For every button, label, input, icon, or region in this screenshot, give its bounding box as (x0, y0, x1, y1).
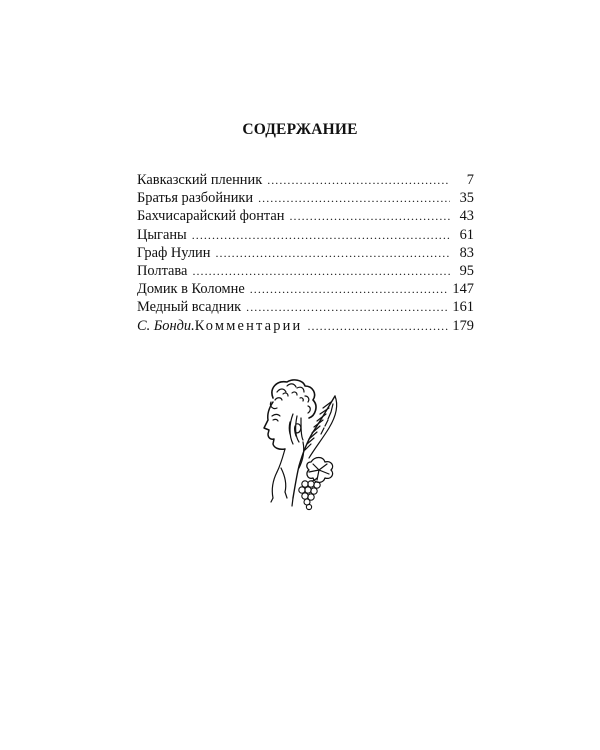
toc-item-title: Цыганы (137, 226, 187, 243)
dot-leader (192, 262, 450, 280)
toc-item-page: 179 (452, 317, 474, 334)
toc-item[interactable] (137, 262, 474, 280)
toc-item-author: С. Бонди. (137, 317, 195, 334)
dot-leader (246, 298, 448, 316)
dot-leader (289, 207, 450, 225)
toc-item-title: Бахчисарайский фонтан (137, 208, 285, 225)
toc-item-page: 43 (459, 208, 474, 225)
toc-item[interactable] (137, 298, 474, 316)
dot-leader (250, 280, 449, 298)
toc-item-title: Братья разбойники (137, 190, 254, 207)
dot-leader (192, 226, 450, 244)
table-of-contents (137, 171, 474, 335)
dot-leader (258, 189, 450, 207)
toc-item[interactable] (137, 317, 474, 335)
toc-item-title: Полтава (137, 262, 188, 279)
toc-item[interactable] (137, 226, 474, 244)
toc-item-page: 147 (452, 281, 474, 298)
toc-item[interactable] (137, 171, 474, 189)
toc-item-title (137, 317, 302, 335)
toc-item-page: 161 (452, 299, 474, 316)
toc-item[interactable] (137, 244, 474, 262)
toc-item-title: Кавказский пленник (137, 172, 263, 188)
toc-item[interactable] (137, 207, 474, 225)
toc-item[interactable] (137, 280, 474, 298)
toc-item[interactable] (137, 189, 474, 207)
toc-item-title: Граф Нулин (137, 244, 211, 261)
dot-leader (267, 171, 450, 189)
toc-item-page: 7 (466, 172, 474, 188)
toc-item-page: 95 (459, 262, 474, 279)
toc-item-title-text: Комментарии (194, 317, 303, 334)
dot-leader (307, 317, 448, 335)
dot-leader (215, 244, 450, 262)
page-title: СОДЕРЖАНИЕ (242, 121, 358, 138)
toc-item-page: 83 (459, 244, 474, 261)
toc-item-page: 61 (459, 226, 474, 243)
toc-item-title: Домик в Коломне (137, 281, 245, 298)
toc-item-page: 35 (459, 190, 474, 207)
poet-portrait-with-quill-and-grapes-icon (259, 376, 345, 512)
toc-item-title: Медный всадник (137, 299, 242, 316)
